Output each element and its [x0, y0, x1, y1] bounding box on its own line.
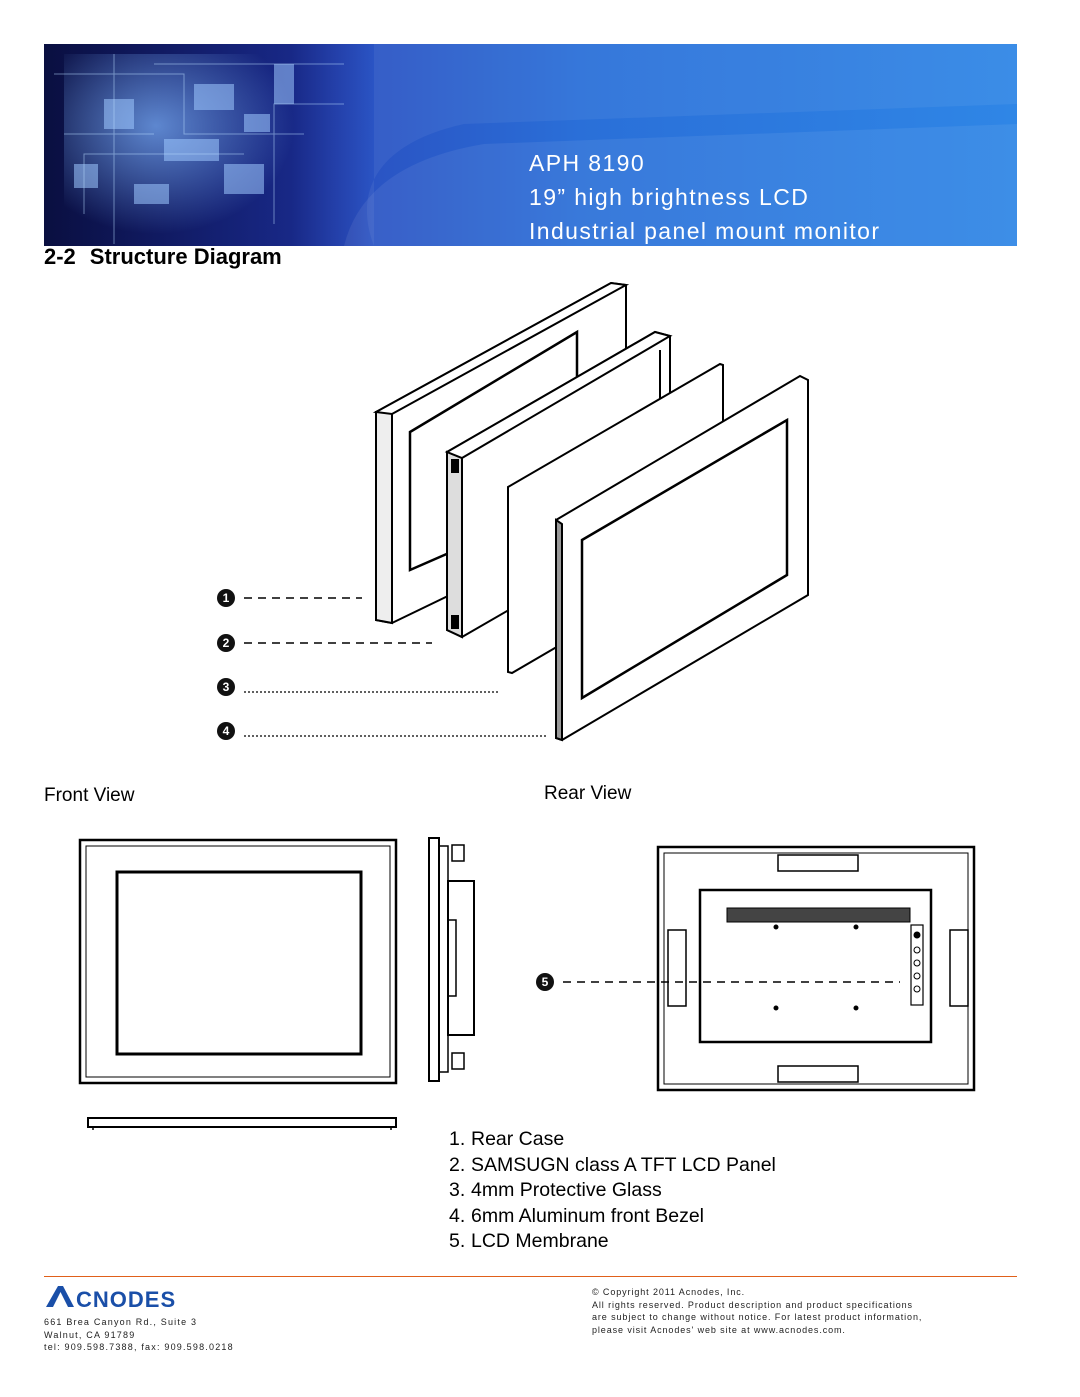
copyright-notice: © Copyright 2011 Acnodes, Inc. All rights reserved. Product description and product specifications are subject to change without notice. For latest product information, please visit Acnodes' web site at www.acnodes.com. [592, 1287, 923, 1335]
section-title: Structure Diagram [89, 244, 282, 269]
section-number: 2-2 [44, 244, 76, 269]
legend-item: 2. SAMSUGN class A TFT LCD Panel [449, 1153, 776, 1176]
svg-text:CNODES: CNODES [76, 1287, 177, 1311]
product-subtitle: 19” high brightness LCD [529, 184, 810, 210]
front-view-drawing [80, 840, 396, 1083]
callout-1: 1 [222, 591, 230, 605]
legend-item: 3. 4mm Protective Glass [449, 1179, 662, 1201]
callout-5: 5 [541, 975, 549, 989]
product-description: Industrial panel mount monitor [529, 218, 881, 244]
side-view-drawing [429, 838, 474, 1081]
rear-view-label: Rear View [544, 783, 632, 804]
company-address: 661 Brea Canyon Rd., Suite 3 Walnut, CA 91789 tel: 909.598.7388, fax: 909.598.0218 [44, 1317, 234, 1352]
callout-3: 3 [222, 680, 230, 694]
parts-legend [449, 1127, 776, 1255]
callout-2: 2 [222, 636, 230, 650]
footer-divider [44, 1276, 1017, 1277]
callout-4: 4 [222, 724, 230, 738]
legend-item: 5. LCD Membrane [449, 1230, 609, 1252]
legend-item: 1. Rear Case [449, 1128, 565, 1150]
legend-item: 4. 6mm Aluminum front Bezel [449, 1204, 705, 1227]
bottom-view-drawing [88, 1118, 396, 1130]
front-view-label: Front View [44, 785, 135, 806]
callout-badges [217, 589, 554, 991]
rear-view-drawing [658, 847, 974, 1090]
model-name: APH 8190 [529, 150, 646, 176]
acnodes-logo [44, 1283, 224, 1311]
